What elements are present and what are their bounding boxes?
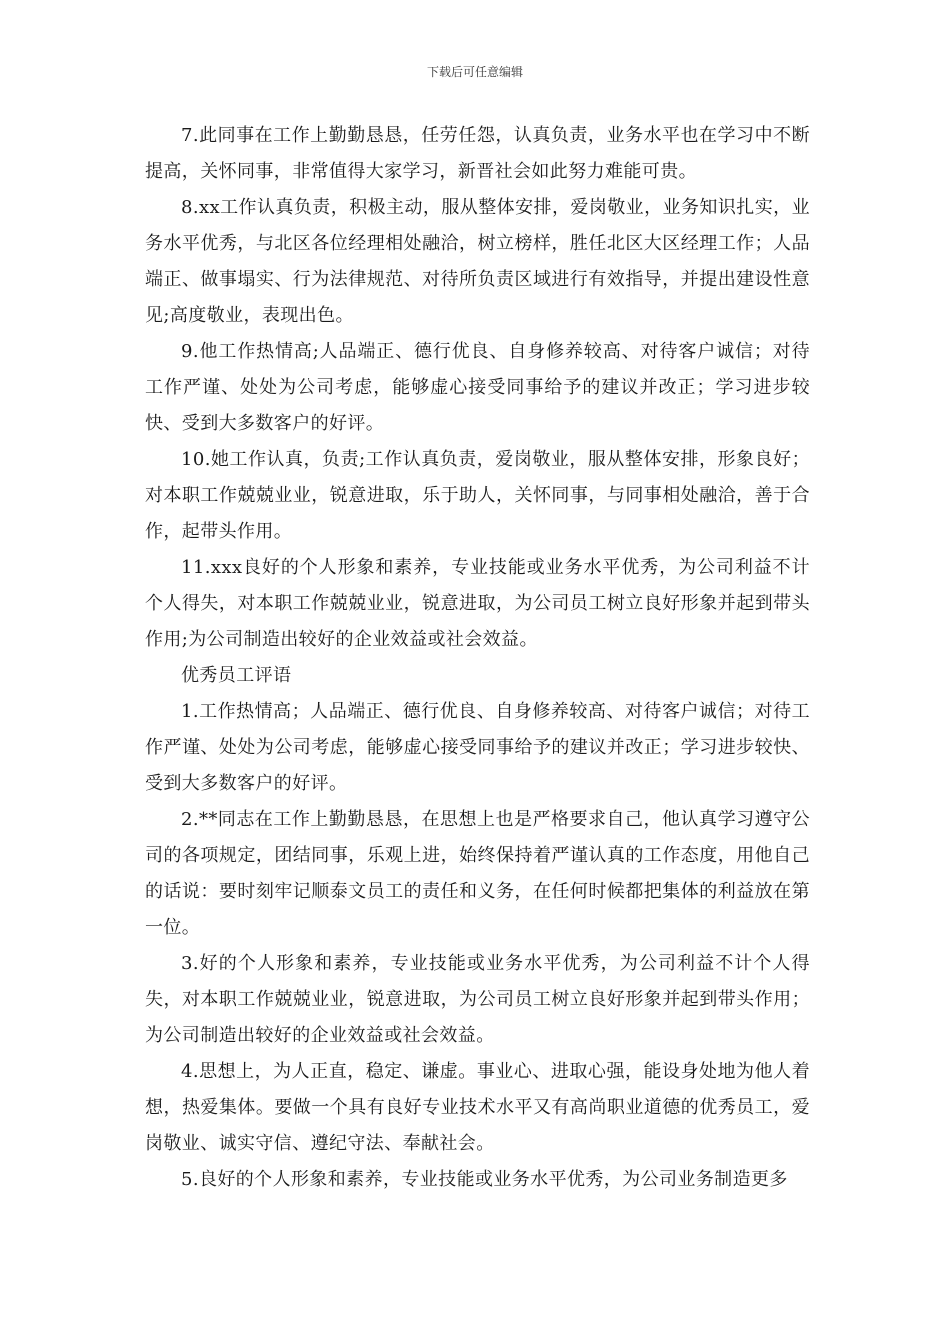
section-heading: 优秀员工评语 [181, 665, 292, 686]
paragraph-9: 9.他工作热情高;人品端正、德行优良、自身修养较高、对待客户诚信；对待工作严谨、处处为公司考虑，能够虚心接受同事给予的建议并改正；学习进步较快、受到大多数客户的好评。 [145, 341, 810, 434]
paragraph-8: 8.xx工作认真负责，积极主动，服从整体安排，爱岗敬业，业务知识扎实，业务水平优秀，与北区各位经理相处融洽，树立榜样，胜任北区大区经理工作；人品端正、做事塌实、行为法律规范、对待所负责区域进行有效指导，并提出建设性意见;高度敬业，表现出色。 [145, 197, 810, 326]
paragraph-11: 11.xxx良好的个人形象和素养，专业技能或业务水平优秀，为公司利益不计个人得失，对本职工作兢兢业业，锐意进取，为公司员工树立良好形象并起到带头作用;为公司制造出较好的企业效益或社会效益。 [145, 557, 810, 650]
paragraph-3: 3.好的个人形象和素养，专业技能或业务水平优秀，为公司利益不计个人得失，对本职工作兢兢业业，锐意进取，为公司员工树立良好形象并起到带头作用；为公司制造出较好的企业效益或社会效益。 [145, 953, 810, 1046]
paragraph-4: 4.思想上，为人正直，稳定、谦虚。事业心、进取心强，能设身处地为他人着想，热爱集体。要做一个具有良好专业技术水平又有高尚职业道德的优秀员工，爱岗敬业、诚实守信、遵纪守法、奉献社会。 [145, 1061, 810, 1154]
document-body [145, 118, 810, 1198]
paragraph-2: 2.**同志在工作上勤勤恳恳，在思想上也是严格要求自己，他认真学习遵守公司的各项规定，团结同事，乐观上进，始终保持着严谨认真的工作态度，用他自己的话说：要时刻牢记顺泰文员工的责任和义务，在任何时候都把集体的利益放在第一位。 [145, 809, 810, 938]
page-header: 下载后可任意编辑 [426, 65, 523, 79]
paragraph-5: 5.良好的个人形象和素养，专业技能或业务水平优秀，为公司业务制造更多 [181, 1169, 788, 1190]
paragraph-7: 7.此同事在工作上勤勤恳恳，任劳任怨，认真负责，业务水平也在学习中不断提高，关怀同事，非常值得大家学习，新晋社会如此努力难能可贵。 [145, 125, 810, 182]
paragraph-10: 10.她工作认真，负责;工作认真负责，爱岗敬业，服从整体安排，形象良好；对本职工作兢兢业业，锐意进取，乐于助人，关怀同事，与同事相处融洽，善于合作，起带头作用。 [145, 449, 810, 542]
paragraph-1: 1.工作热情高；人品端正、德行优良、自身修养较高、对待客户诚信；对待工作严谨、处处为公司考虑，能够虚心接受同事给予的建议并改正；学习进步较快、受到大多数客户的好评。 [145, 701, 810, 794]
